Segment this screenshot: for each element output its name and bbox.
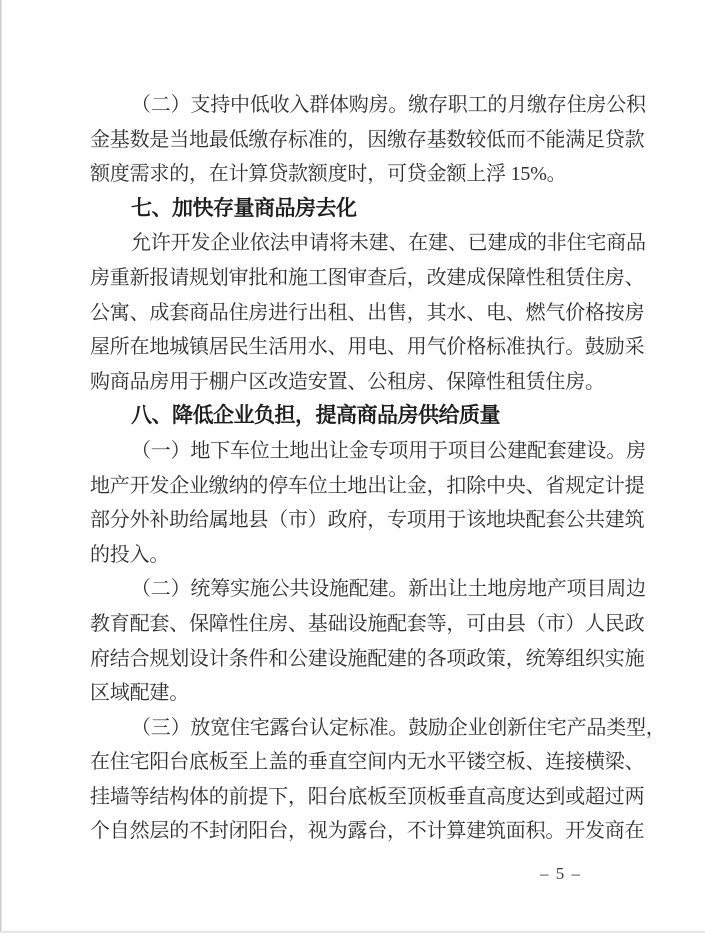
text-line: 教育配套、保障性住房、基础设施配套等，可由县（市）人民政	[90, 612, 645, 635]
text-line: 在住宅阳台底板至上盖的垂直空间内无水平镂空板、连接横梁、	[90, 751, 645, 774]
text-line: 屋所在地城镇居民生活用水、用电、用气价格标准执行。鼓励采	[90, 336, 645, 359]
text-line: 挂墙等结构体的前提下，阳台底板至顶板垂直高度达到或超过两	[90, 785, 645, 808]
text-line: 区域配建。	[90, 682, 189, 705]
text-line: 的投入。	[90, 543, 170, 566]
text-line: 部分外补助给属地县（市）政府，专项用于该地块配套公共建筑	[90, 509, 645, 532]
text-line: （二）统筹实施公共设施配建。新出让土地房地产项目周边	[131, 578, 646, 601]
text-line: （二）支持中低收入群体购房。缴存职工的月缴存住房公积	[131, 94, 646, 116]
text-line: 公寓、成套商品住房进行出租、出售，其水、电、燃气价格按房	[90, 301, 645, 324]
text-line: 允许开发企业依法申请将未建、在建、已建成的非住宅商品	[131, 232, 646, 255]
text-line: 购商品房用于棚户区改造安置、公租房、保障性租赁住房。	[90, 370, 605, 393]
scan-edge-left	[0, 0, 2, 933]
text-line: 府结合规划设计条件和公建设施配建的各项政策，统筹组织实施	[90, 647, 645, 670]
text-line: 额度需求的，在计算贷款额度时，可贷金额上浮 15%。	[90, 163, 567, 186]
text-line: 金基数是当地最低缴存标准的，因缴存基数较低而不能满足贷款	[90, 128, 645, 151]
text-line: 地产开发企业缴纳的停车位土地出让金，扣除中央、省规定计提	[90, 474, 645, 497]
section-heading: 七、加快存量商品房去化	[131, 196, 357, 220]
text-line: 房重新报请规划审批和施工图审查后，改建成保障性租赁住房、	[90, 266, 645, 289]
page-number: – 5 –	[540, 864, 582, 883]
text-line: 个自然层的不封闭阳台，视为露台，不计算建筑面积。开发商在	[90, 820, 645, 843]
section-heading: 八、降低企业负担，提高商品房供给质量	[131, 404, 500, 428]
text-line: （一）地下车位土地出让金专项用于项目公建配套建设。房	[131, 439, 646, 462]
document-body	[90, 88, 666, 849]
text-line: （三）放宽住宅露台认定标准。鼓励企业创新住宅产品类型，	[131, 716, 666, 739]
